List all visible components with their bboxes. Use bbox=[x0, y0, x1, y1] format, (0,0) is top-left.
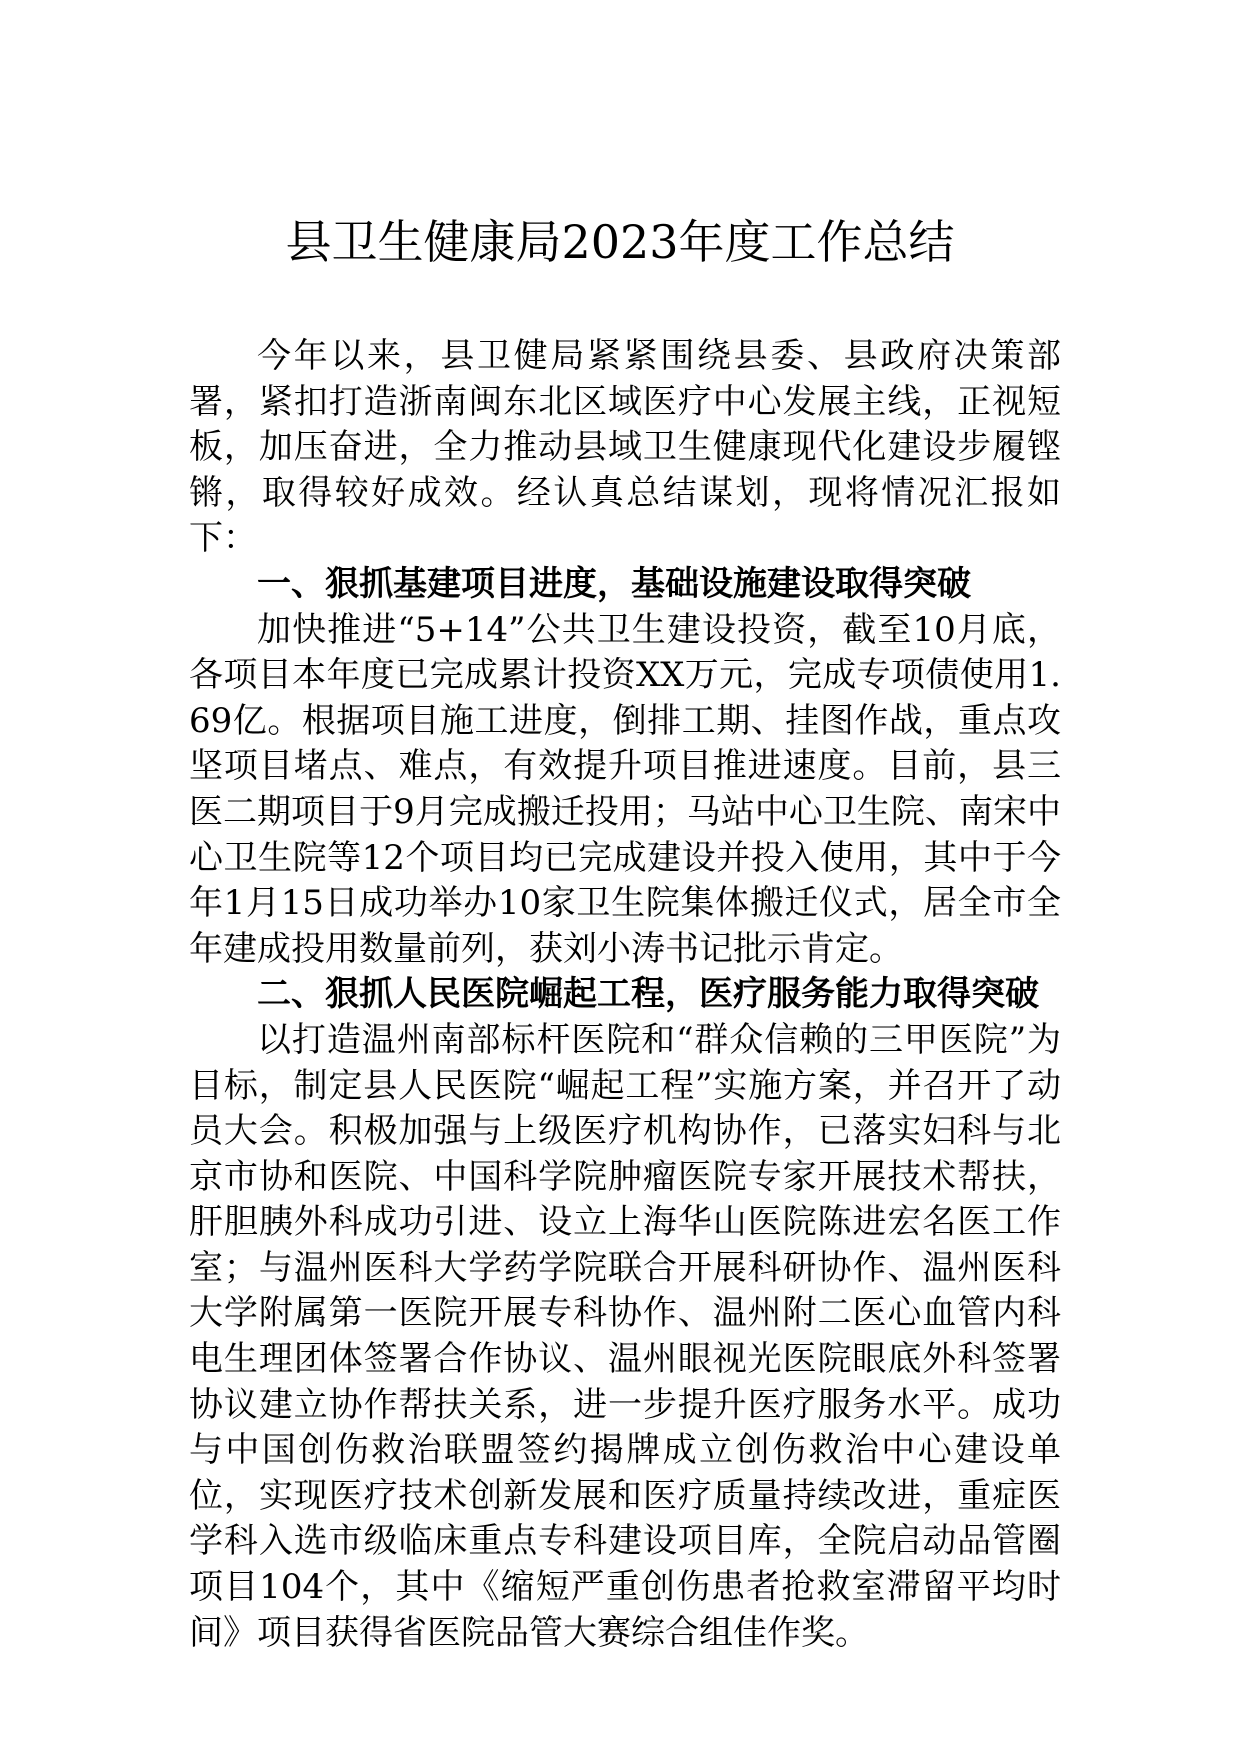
intro-paragraph: 今年以来，县卫健局紧紧围绕县委、县政府决策部署，紧扣打造浙南闽东北区域医疗中心发展主线，正视短板，加压奋进，全力推动县域卫生健康现代化建设步履铿锵，取得较好成效。经认真总结谋划，现将情况汇报如下： bbox=[189, 336, 1061, 559]
document-title: 县卫生健康局2023年度工作总结 bbox=[285, 215, 955, 269]
document-body bbox=[189, 334, 1061, 1656]
section-2-paragraph: 以打造温州南部标杆医院和“群众信赖的三甲医院”为目标，制定县人民医院“崛起工程”实施方案，并召开了动员大会。积极加强与上级医疗机构协作，已落实妇科与北京市协和医院、中国科学院肿瘤医院专家开展技术帮扶，肝胆胰外科成功引进、设立上海华山医院陈进宏名医工作室；与温州医科大学药学院联合开展科研协作、温州医科大学附属第一医院开展专科协作、温州附二医心血管内科电生理团体签署合作协议、温州眼视光医院眼底外科签署协议建立协作帮扶关系，进一步提升医疗服务水平。成功与中国创伤救治联盟签约揭牌成立创伤救治中心建设单位，实现医疗技术创新发展和医疗质量持续改进，重症医学科入选市级临床重点专科建设项目库，全院启动品管圈项目104个，其中《缩短严重创伤患者抢救室滞留平均时间》项目获得省医院品管大赛综合组佳作奖。 bbox=[189, 1019, 1061, 1653]
section-1-paragraph: 加快推进“5+14”公共卫生建设投资，截至10月底，各项目本年度已完成累计投资XX万元，完成专项债使用1.69亿。根据项目施工进度，倒排工期、挂图作战，重点攻坚项目堵点、难点，有效提升项目推进速度。目前，县三医二期项目于9月完成搬迁投用；马站中心卫生院、南宋中心卫生院等12个项目均已完成建设并投入使用，其中于今年1月15日成功举办10家卫生院集体搬迁仪式，居全市全年建成投用数量前列，获刘小涛书记批示肯定。 bbox=[189, 609, 1061, 969]
section-2-heading: 二、狠抓人民医院崛起工程，医疗服务能力取得突破 bbox=[257, 974, 1039, 1015]
section-1-heading: 一、狠抓基建项目进度，基础设施建设取得突破 bbox=[257, 563, 971, 604]
